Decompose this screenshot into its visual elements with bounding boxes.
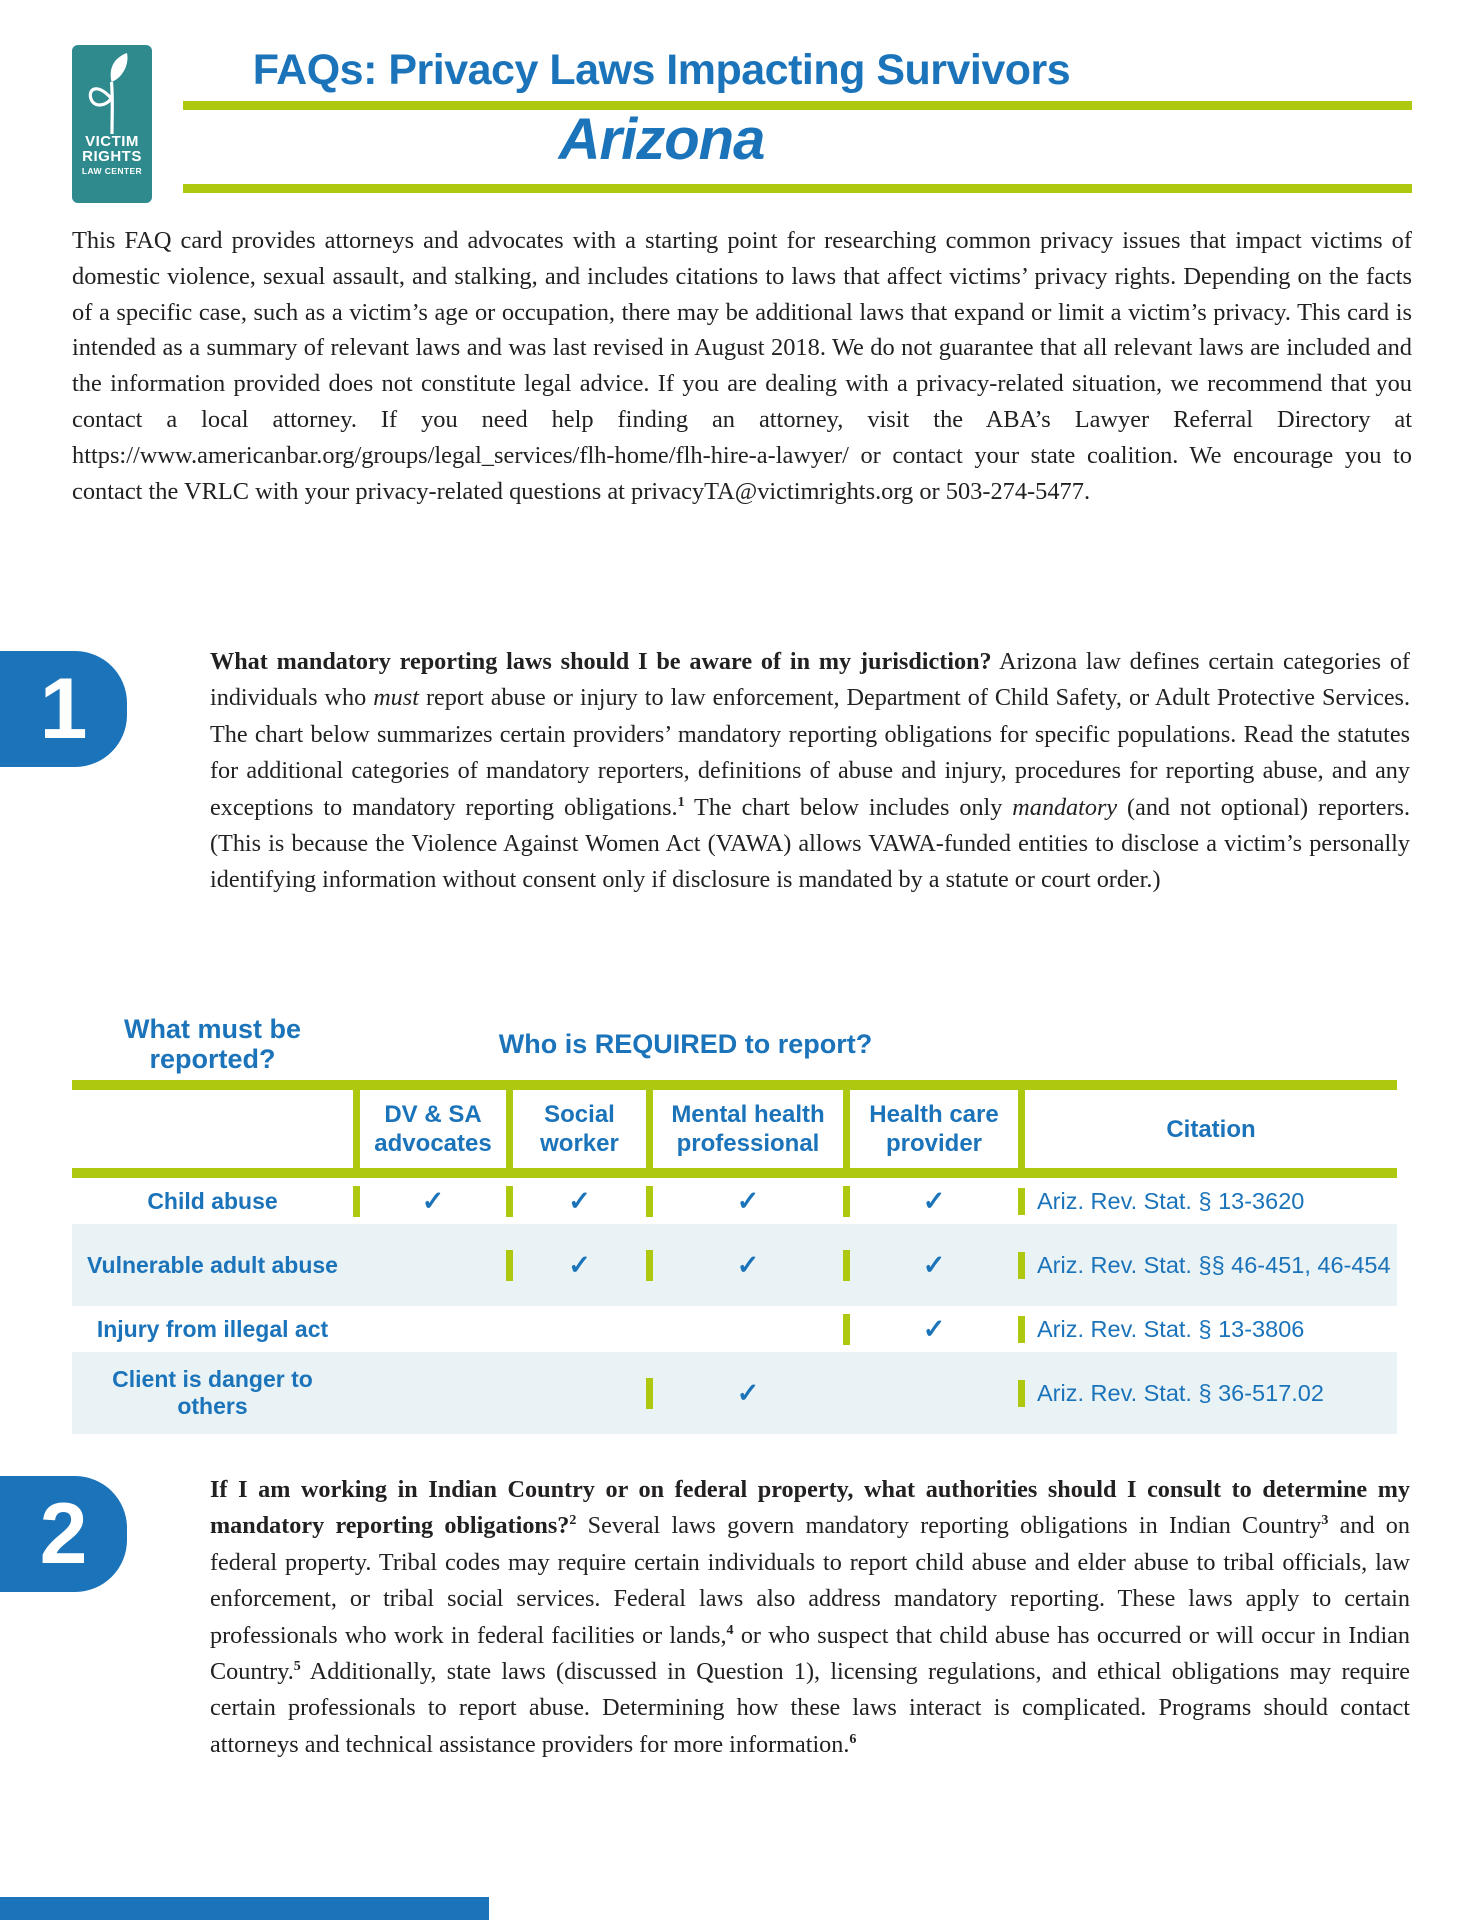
intro-paragraph: This FAQ card provides attorneys and advocates with a starting point for researching common privacy issues that impact victims of domestic violence, sexual assault, and stalking, and includes citations to laws that affect victims’ privacy rights. Depending on the facts of a specific case, such as a victim’s age or occupation, there may be additional laws that expand or limit a victim’s privacy. This card is intended as a summary of relevant laws and was last revised in August 2018. We do not guarantee that all relevant laws are included and the information provided does not constitute legal advice. If you are dealing with a privacy-related situation, we recommend that you contact a local attorney. If you need help finding an attorney, visit the ABA’s Lawyer Referral Directory at https://www.americanbar.org/groups/legal_services/flh-home/flh-hire-a-lawyer/ or contact your state coalition. We encourage you to contact the VRLC with your privacy-related questions at privacyTA@victimrights.org or 503-274-5477. <box>72 227 1412 505</box>
table-column-headers <box>72 1090 1397 1168</box>
table-row-injury-illegal-act: Injury from illegal act ✓ Ariz. Rev. Stat. § 13-3806 <box>72 1306 1397 1352</box>
q1-run-1: Arizona law defines certain categories of individuals who <box>210 648 1410 712</box>
citation-cell: Ariz. Rev. Stat. § 36-517.02 <box>1018 1380 1397 1407</box>
col-header-citation: Citation <box>1018 1090 1397 1168</box>
footnote-6: 6 <box>849 1731 857 1747</box>
q2-run-1: Several laws govern mandatory reporting obligations in Indian Country <box>576 1512 1322 1540</box>
table-row-child-abuse: Child abuse ✓ ✓ ✓ ✓ Ariz. Rev. Stat. § 13-3620 <box>72 1178 1397 1224</box>
check-cell: ✓ <box>646 1250 843 1281</box>
footnote-5: 5 <box>293 1658 301 1674</box>
logo-word-lawcenter: LAW CENTER <box>81 165 143 176</box>
table-main-header: Who is REQUIRED to report? <box>498 1028 873 1059</box>
footnote-2: 2 <box>569 1513 577 1529</box>
col-header-dv-sa: DV & SA advocates <box>353 1090 506 1168</box>
vrlc-logo <box>72 45 152 203</box>
table-header-bar <box>72 1168 1397 1178</box>
question-2-badge <box>0 1476 127 1592</box>
table-row-vulnerable-adult: Vulnerable adult abuse ✓ ✓ ✓ Ariz. Rev. Stat. §§ 46-451, 46-454 <box>72 1224 1397 1306</box>
footer-accent-bar <box>0 1897 489 1920</box>
check-cell: ✓ <box>843 1314 1018 1345</box>
q2-run-2: and on federal property. Tribal codes may require certain individuals to report child abuse and elder abuse to tribal officials, law enforcement, or tribal social services. Federal laws also address mandatory reporting. These laws apply to certain professionals who work in federal facilities or lands, <box>210 1512 1410 1649</box>
q1-italic-must: must <box>373 684 419 712</box>
divider-bottom <box>183 184 1412 193</box>
check-cell: ✓ <box>353 1186 506 1217</box>
sprout-icon <box>84 52 140 136</box>
check-cell: ✓ <box>843 1250 1018 1281</box>
mandatory-reporting-table <box>72 1008 1397 1434</box>
question-2-paragraph <box>210 1472 1410 1763</box>
q2-run-4: Additionally, state laws (discussed in Question 1), licensing regulations, and ethical obligations may require certain professionals to report abuse. Determining how these laws interact is complicated. Programs should contact attorneys and technical assistance providers for more information. <box>210 1658 1410 1758</box>
check-cell: ✓ <box>506 1250 646 1281</box>
logo-word-victim: VICTIM <box>85 133 139 150</box>
q1-italic-mandatory: mandatory <box>1012 793 1118 821</box>
q1-run-3: The chart below includes only <box>684 793 1013 821</box>
question-1-paragraph <box>210 644 1410 899</box>
table-row-client-danger: Client is danger to others ✓ Ariz. Rev. Stat. § 36-517.02 <box>72 1352 1397 1434</box>
footnote-1: 1 <box>677 794 685 810</box>
table-top-bar <box>72 1080 1397 1090</box>
check-cell: ✓ <box>646 1378 843 1409</box>
page-title: FAQs: Privacy Laws Impacting Survivors <box>252 46 1071 94</box>
citation-cell: Ariz. Rev. Stat. § 13-3620 <box>1018 1188 1397 1215</box>
question-2-title: If I am working in Indian Country or on federal property, what authorities should I consult to determine my mandatory reporting obligations? <box>210 1476 1410 1540</box>
check-cell: ✓ <box>506 1186 646 1217</box>
question-1-number: 1 <box>39 660 88 757</box>
check-cell: ✓ <box>646 1186 843 1217</box>
footnote-3: 3 <box>1321 1513 1329 1529</box>
col-header-health-care: Health care provider <box>843 1090 1018 1168</box>
logo-word-rights: RIGHTS <box>82 148 142 166</box>
citation-cell: Ariz. Rev. Stat. § 13-3806 <box>1018 1316 1397 1343</box>
q1-run-4: (and not optional) reporters. (This is because the Violence Against Women Act (VAWA) allows VAWA-funded entities to disclose a victim’s personally identifying information without consent only if disclosure is mandated by a statute or court order.) <box>210 793 1410 894</box>
col-header-social-worker: Social worker <box>506 1090 646 1168</box>
table-left-header: What must be reported? <box>123 1014 301 1074</box>
q1-run-2: report abuse or injury to law enforcement, Department of Child Safety, or Adult Protective Services. The chart below summarizes certain providers’ mandatory reporting obligations for specific populations. Read the statutes for additional categories of mandatory reporters, definitions of abuse and injury, procedures for reporting abuse, and any exceptions to mandatory reporting obligations. <box>210 684 1411 821</box>
q2-run-3: or who suspect that child abuse has occurred or will occur in Indian Country. <box>210 1621 1410 1686</box>
question-2-number: 2 <box>39 1485 88 1582</box>
footnote-4: 4 <box>726 1622 734 1638</box>
question-1-title: What mandatory reporting laws should I be aware of in my jurisdiction? <box>210 648 992 675</box>
state-title: Arizona <box>558 107 765 172</box>
citation-cell: Ariz. Rev. Stat. §§ 46-451, 46-454 <box>1018 1252 1397 1279</box>
check-cell: ✓ <box>843 1186 1018 1217</box>
col-header-mental-health: Mental health professional <box>646 1090 843 1168</box>
question-1-badge <box>0 651 127 767</box>
